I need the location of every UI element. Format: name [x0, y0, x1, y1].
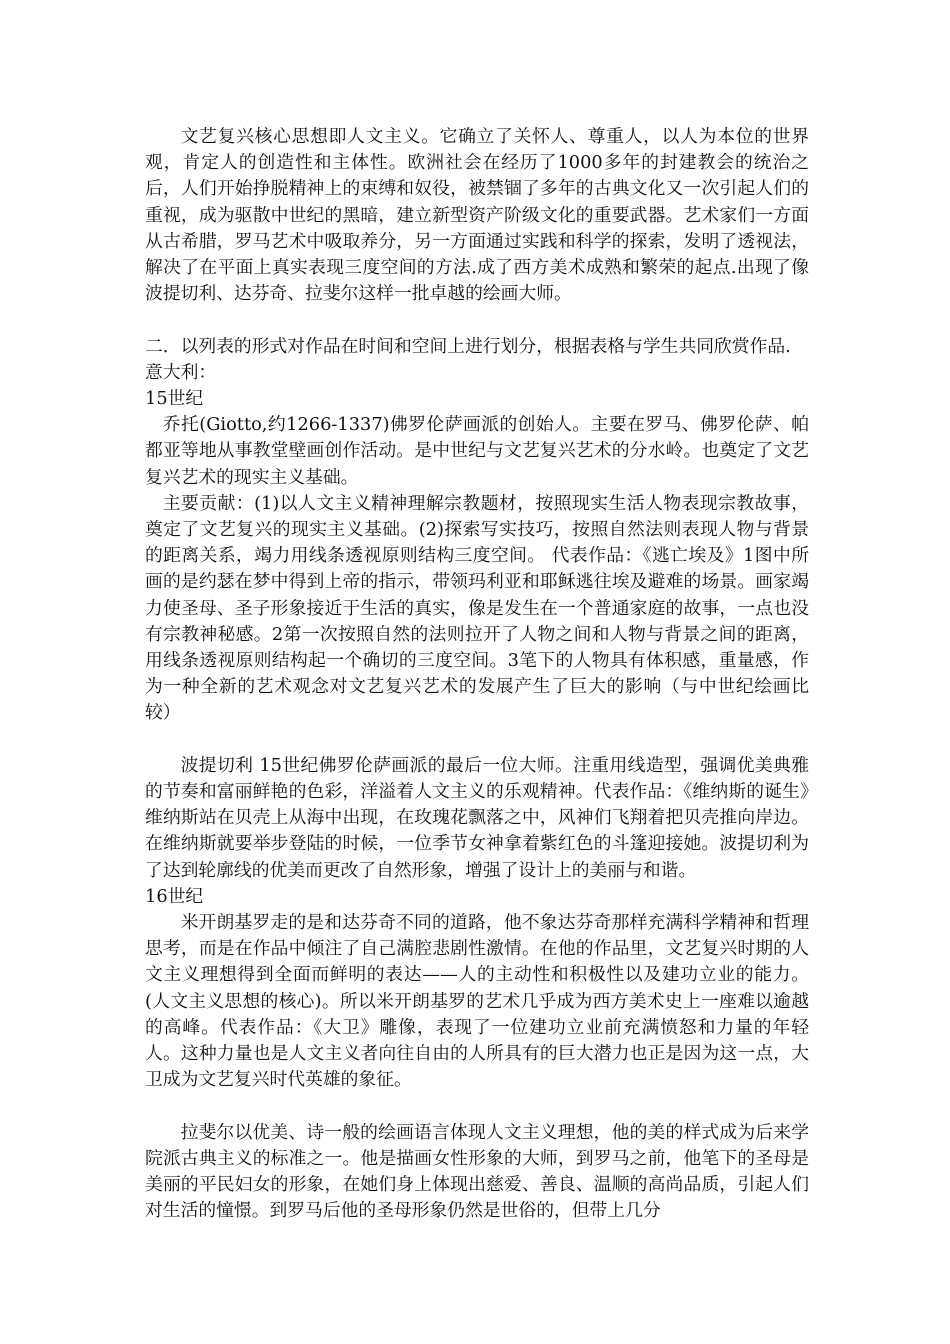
paragraph-giotto-contribution: 主要贡献：(1)以人文主义精神理解宗教题材，按照现实生活人物表现宗教故事，奠定了文艺复兴的现实主义基础。(2)探索写实技巧，按照自然法则表现人物与背景的距离关系，竭力用线条透视原则结构三度空间。 代表作品：《逃亡埃及》1图中所画的是约瑟在梦中得到上帝的指示，带领玛利亚和耶稣逃往埃及避难的场景。画家竭力使圣母、圣子形象接近于生活的真实，像是发生在一个普通家庭的故事，一点也没有宗教神秘感。2第一次按照自然的法则拉开了人物之间和人物与背景之间的距离，用线条透视原则结构起一个确切的三度空间。3笔下的人物具有体积感，重量感，作为一种全新的艺术观念对文艺复兴艺术的发展产生了巨大的影响（与中世纪绘画比较） — [145, 492, 809, 724]
paragraph-raphael: 拉斐尔以优美、诗一般的绘画语言体现人文主义理想，他的美的样式成为后来学院派古典主义的标准之一。他是描画女性形象的大师，到罗马之前，他笔下的圣母是美丽的平民妇女的形象，在她们身上体现出慈爱、善良、温顺的高尚品质，引起人们对生活的憧憬。到罗马后他的圣母形象仍然是世俗的，但带上几分 — [145, 1121, 809, 1222]
heading-16th-century: 16世纪 — [145, 885, 204, 907]
paragraph-gap — [145, 727, 809, 753]
paragraph-giotto: 乔托(Giotto,约1266-1337)佛罗伦萨画派的创始人。主要在罗马、佛罗伦萨、帕都亚等地从事教堂壁画创作活动。是中世纪与文艺复兴艺术的分水岭。也奠定了文艺复兴艺术的现实主义基础。 — [145, 414, 809, 488]
paragraph-gap — [145, 307, 809, 333]
paragraph-section-two: 二．以列表的形式对作品在时间和空间上进行划分，根据表格与学生共同欣赏作品. — [145, 335, 791, 357]
paragraph-michelangelo: 米开朗基罗走的是和达芬奇不同的道路，他不象达芬奇那样充满科学精神和哲理思考，而是在作品中倾注了自己满腔悲剧性激情。在他的作品里，文艺复兴时期的人文主义理想得到全面而鲜明的表达——人的主动性和积极性以及建功立业的能力。(人文主义思想的核心)。所以米开朗基罗的艺术几乎成为西方美术史上一座难以逾越的高峰。代表作品：《大卫》雕像，表现了一位建功立业前充满愤怒和力量的年轻人。这种力量也是人文主义者向往自由的人所具有的巨大潜力也正是因为这一点，大卫成为文艺复兴时代英雄的象征。 — [145, 912, 809, 1091]
heading-15th-century: 15世纪 — [145, 388, 204, 410]
document-page — [145, 124, 809, 1224]
paragraph-botticelli: 波提切利 15世纪佛罗伦萨画派的最后一位大师。注重用线造型，强调优美典雅的节奏和富丽鲜艳的色彩，洋溢着人文主义的乐观精神。代表作品：《维纳斯的诞生》维纳斯站在贝壳上从海中出现，在玫瑰花飘落之中，风神们飞翔着把贝壳推向岸边。在维纳斯就要举步登陆的时候，一位季节女神拿着紫红色的斗篷迎接她。波提切利为了达到轮廓线的优美而更改了自然形象，增强了设计上的美丽与和谐。 — [145, 754, 809, 881]
heading-italy: 意大利： — [145, 361, 217, 383]
paragraph-gap — [145, 1093, 809, 1119]
paragraph-renaissance-core: 文艺复兴核心思想即人文主义。它确立了关怀人、尊重人，以人为本位的世界观，肯定人的创造性和主体性。欧洲社会在经历了1000多年的封建教会的统治之后，人们开始挣脱精神上的束缚和奴役，被禁锢了多年的古典文化又一次引起人们的重视，成为驱散中世纪的黑暗，建立新型资产阶级文化的重要武器。艺术家们一方面从古希腊，罗马艺术中吸取养分，另一方面通过实践和科学的探索，发明了透视法，解决了在平面上真实表现三度空间的方法.成了西方美术成熟和繁荣的起点.出现了像波提切利、达芬奇、拉斐尔这样一批卓越的绘画大师。 — [145, 126, 809, 305]
